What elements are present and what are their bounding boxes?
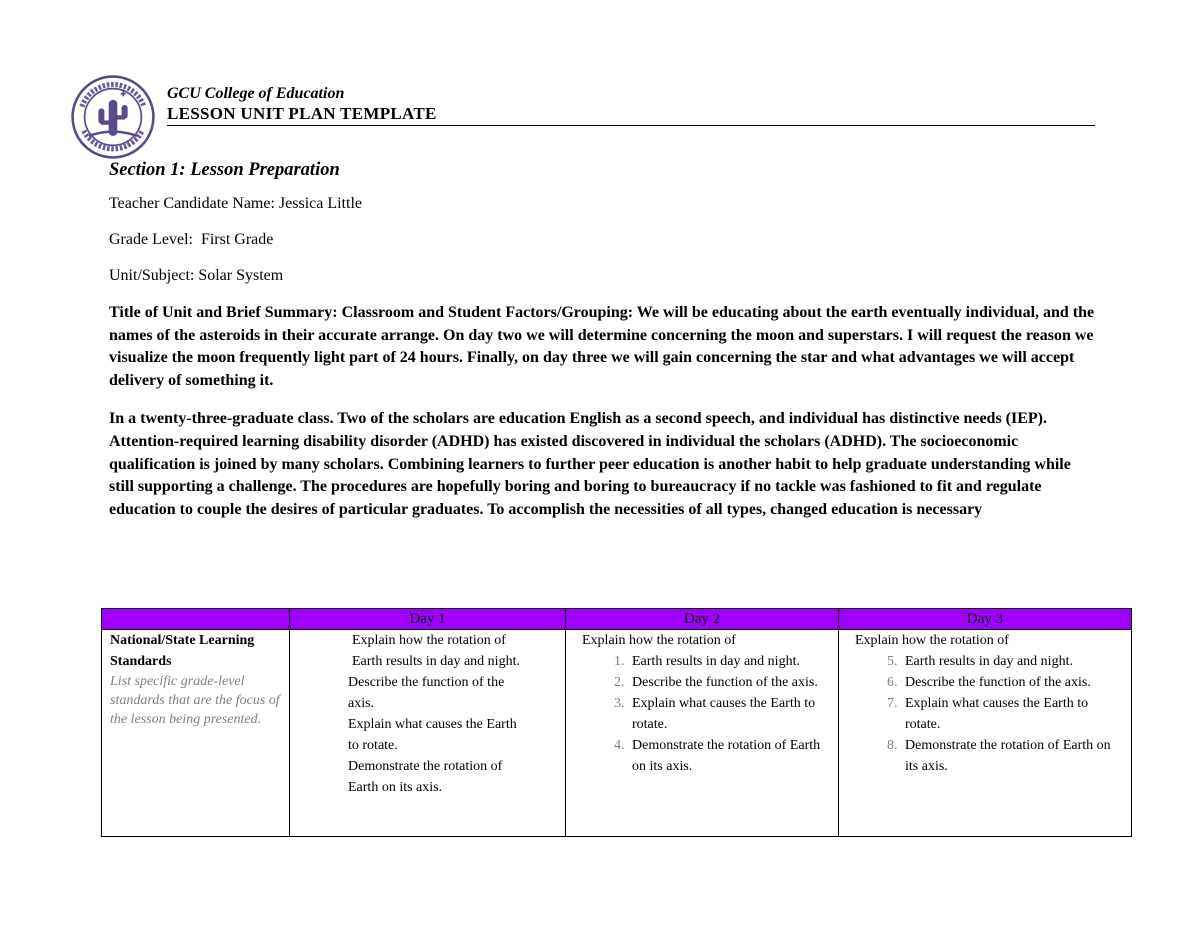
lesson-plan-table <box>101 608 1132 837</box>
class-factors-paragraph: In a twenty-three-graduate class. Two of the scholars are education English as a second speech, and individual has distinctive needs (IEP). Attention-required learning disability disorder (ADHD) has existed discovered in individual the scholars (ADHD). The socioeconomic qualification is joined by many scholars. Combining learners to further peer education is another habit to help graduate understanding while still supporting a challenge. The procedures are hopefully boring and boring to bureaucracy if no tackle was fashioned to fit and regulate education to couple the desires of particular graduates. To accomplish the necessities of all types, changed education is necessary <box>109 410 1071 518</box>
list-item: 3. Explain what causes the Earth to rotate. <box>628 693 832 735</box>
table-row <box>102 630 1132 837</box>
day-3-standards-list <box>855 651 1125 777</box>
day-1-line: Demonstrate the rotation of <box>348 759 503 774</box>
day-1-line: Earth on its axis. <box>348 780 443 795</box>
grade-level-value: First Grade <box>200 231 274 248</box>
day-1-line: axis. <box>348 696 375 711</box>
section-lesson-preparation <box>109 158 1099 521</box>
template-title: LESSON UNIT PLAN TEMPLATE <box>167 104 1095 126</box>
teacher-name-label: Teacher Candidate Name: <box>109 195 275 212</box>
list-item: 8. Demonstrate the rotation of Earth on its axis. <box>901 735 1125 777</box>
document-header <box>167 84 1095 126</box>
unit-summary-label: Title of Unit and Brief Summary: <box>109 304 338 321</box>
day-1-cell <box>290 630 566 837</box>
list-item: 2. Describe the function of the axis. <box>628 672 832 693</box>
grade-level-label: Grade Level: <box>109 231 193 248</box>
unit-summary <box>109 302 1099 392</box>
header-cell-day-1: Day 1 <box>290 609 566 630</box>
day-1-line: Describe the function of the <box>348 675 505 690</box>
unit-subject-field <box>109 266 1099 286</box>
day-2-intro: Explain how the rotation of <box>582 633 736 648</box>
day-2-standards-list <box>582 651 832 777</box>
header-cell-blank <box>102 609 290 630</box>
list-item: 6. Describe the function of the axis. <box>901 672 1125 693</box>
teacher-name-value: Jessica Little <box>278 195 362 212</box>
header-cell-day-2: Day 2 <box>566 609 839 630</box>
day-1-line: to rotate. <box>348 738 398 753</box>
standards-label-cell <box>102 630 290 837</box>
day-1-line: Earth results in day and night. <box>352 654 520 669</box>
unit-subject-value: Solar System <box>198 267 284 284</box>
day-1-line: Explain how the rotation of <box>352 633 506 648</box>
grade-level-field <box>109 230 1099 250</box>
day-2-cell <box>566 630 839 837</box>
list-item: 1. Earth results in day and night. <box>628 651 832 672</box>
college-name: GCU College of Education <box>167 85 345 102</box>
table-header-row <box>102 609 1132 630</box>
list-item: 7. Explain what causes the Earth to rotate. <box>901 693 1125 735</box>
standards-row-title: National/State Learning Standards <box>110 633 255 669</box>
day-3-intro: Explain how the rotation of <box>855 633 1009 648</box>
unit-summary-text: Classroom and Student Factors/Grouping: We will be educating about the earth eventually individual, and the names of the asteroids in their accurate arrange. On day two we will determine concerning the moon and superstars. I will request the reason we visualize the moon frequently light part of 24 hours. Finally, on day three we will gain concerning the star and what advantages we will accept delivery of something it. <box>109 304 1095 389</box>
list-item: 5. Earth results in day and night. <box>901 651 1125 672</box>
day-1-line: Explain what causes the Earth <box>348 717 517 732</box>
unit-subject-label: Unit/Subject: <box>109 267 195 284</box>
header-cell-day-3: Day 3 <box>839 609 1132 630</box>
standards-row-description: List specific grade-level standards that are the focus of the lesson being presented. <box>110 674 280 727</box>
section-title: Section 1: Lesson Preparation <box>109 160 340 180</box>
day-3-cell <box>839 630 1132 837</box>
university-seal-icon <box>70 74 156 160</box>
list-item: 4. Demonstrate the rotation of Earth on its axis. <box>628 735 832 777</box>
teacher-name-field <box>109 194 1099 214</box>
